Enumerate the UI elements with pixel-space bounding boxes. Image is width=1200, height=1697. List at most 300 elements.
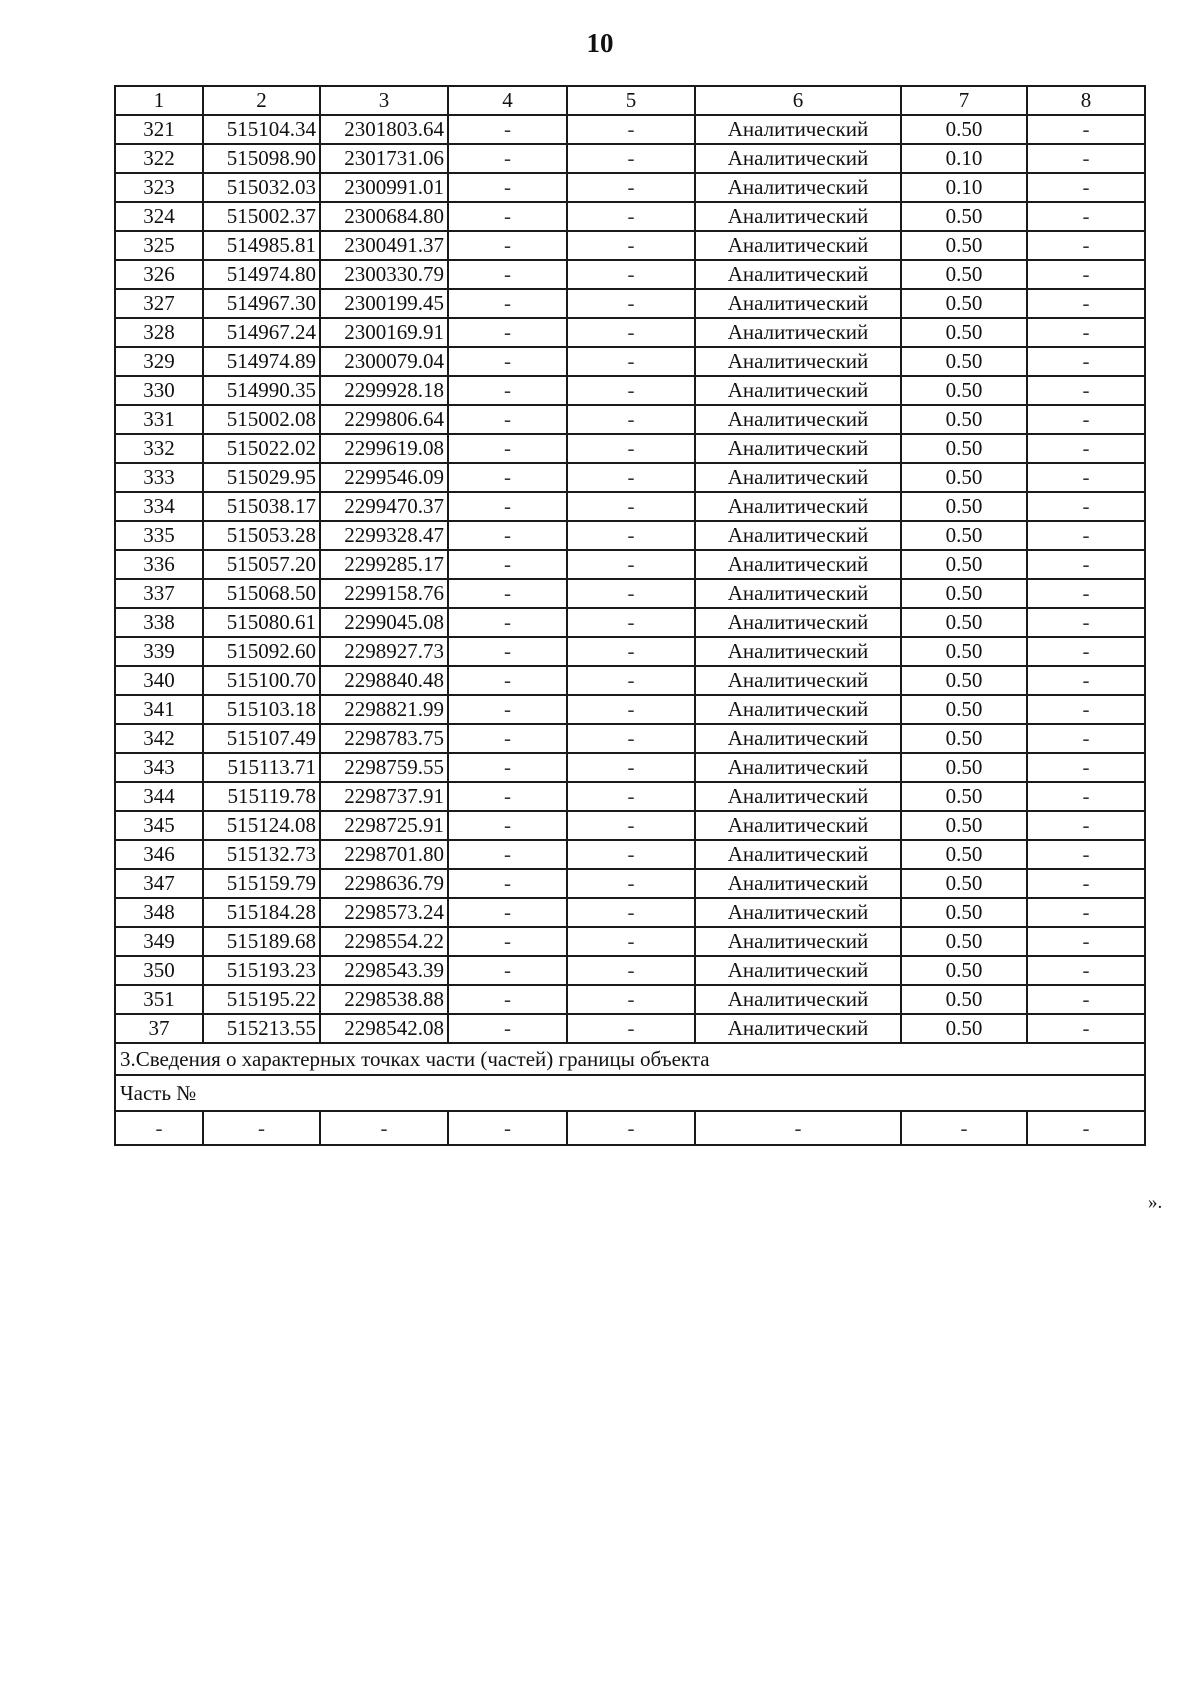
col4-cell: -	[448, 492, 567, 521]
col5-cell: -	[567, 782, 695, 811]
col8-cell: -	[1027, 608, 1145, 637]
column-header-4: 4	[448, 86, 567, 115]
col4-cell: -	[448, 376, 567, 405]
table-row	[115, 289, 1145, 318]
y-coordinate-cell: 2299806.64	[320, 405, 448, 434]
y-coordinate-cell: 2300330.79	[320, 260, 448, 289]
col4-cell: -	[448, 550, 567, 579]
y-coordinate-cell: 2298725.91	[320, 811, 448, 840]
point-number-cell: 338	[115, 608, 203, 637]
empty-cell: -	[115, 1111, 203, 1145]
y-coordinate-cell: 2298840.48	[320, 666, 448, 695]
column-header-5: 5	[567, 86, 695, 115]
col8-cell: -	[1027, 927, 1145, 956]
point-number-cell: 348	[115, 898, 203, 927]
y-coordinate-cell: 2298783.75	[320, 724, 448, 753]
accuracy-cell: 0.50	[901, 579, 1027, 608]
table-row	[115, 666, 1145, 695]
method-cell: Аналитический	[695, 753, 901, 782]
table-row	[115, 869, 1145, 898]
accuracy-cell: 0.50	[901, 376, 1027, 405]
y-coordinate-cell: 2299328.47	[320, 521, 448, 550]
y-coordinate-cell: 2299546.09	[320, 463, 448, 492]
accuracy-cell: 0.50	[901, 260, 1027, 289]
col8-cell: -	[1027, 869, 1145, 898]
table-row	[115, 956, 1145, 985]
x-coordinate-cell: 514974.80	[203, 260, 320, 289]
col4-cell: -	[448, 869, 567, 898]
accuracy-cell: 0.50	[901, 463, 1027, 492]
x-coordinate-cell: 514985.81	[203, 231, 320, 260]
accuracy-cell: 0.50	[901, 434, 1027, 463]
table-header-row	[115, 86, 1145, 115]
accuracy-cell: 0.50	[901, 898, 1027, 927]
table-row	[115, 492, 1145, 521]
point-number-cell: 349	[115, 927, 203, 956]
x-coordinate-cell: 515053.28	[203, 521, 320, 550]
col8-cell: -	[1027, 637, 1145, 666]
col4-cell: -	[448, 202, 567, 231]
accuracy-cell: 0.50	[901, 202, 1027, 231]
accuracy-cell: 0.50	[901, 811, 1027, 840]
point-number-cell: 341	[115, 695, 203, 724]
closing-quote: ».	[1148, 1192, 1163, 1213]
x-coordinate-cell: 514967.24	[203, 318, 320, 347]
col5-cell: -	[567, 608, 695, 637]
y-coordinate-cell: 2298701.80	[320, 840, 448, 869]
accuracy-cell: 0.50	[901, 318, 1027, 347]
col5-cell: -	[567, 521, 695, 550]
method-cell: Аналитический	[695, 202, 901, 231]
col5-cell: -	[567, 144, 695, 173]
point-number-cell: 329	[115, 347, 203, 376]
col8-cell: -	[1027, 753, 1145, 782]
table-row	[115, 144, 1145, 173]
x-coordinate-cell: 515080.61	[203, 608, 320, 637]
accuracy-cell: 0.50	[901, 985, 1027, 1014]
point-number-cell: 334	[115, 492, 203, 521]
col4-cell: -	[448, 956, 567, 985]
y-coordinate-cell: 2300079.04	[320, 347, 448, 376]
x-coordinate-cell: 514990.35	[203, 376, 320, 405]
point-number-cell: 37	[115, 1014, 203, 1043]
method-cell: Аналитический	[695, 115, 901, 144]
x-coordinate-cell: 515189.68	[203, 927, 320, 956]
col4-cell: -	[448, 289, 567, 318]
point-number-cell: 328	[115, 318, 203, 347]
method-cell: Аналитический	[695, 550, 901, 579]
col4-cell: -	[448, 579, 567, 608]
table-row	[115, 811, 1145, 840]
col8-cell: -	[1027, 144, 1145, 173]
method-cell: Аналитический	[695, 637, 901, 666]
col4-cell: -	[448, 898, 567, 927]
column-header-1: 1	[115, 86, 203, 115]
col5-cell: -	[567, 492, 695, 521]
table-row	[115, 463, 1145, 492]
col4-cell: -	[448, 782, 567, 811]
method-cell: Аналитический	[695, 956, 901, 985]
col5-cell: -	[567, 231, 695, 260]
col8-cell: -	[1027, 898, 1145, 927]
method-cell: Аналитический	[695, 985, 901, 1014]
point-number-cell: 322	[115, 144, 203, 173]
col8-cell: -	[1027, 463, 1145, 492]
col5-cell: -	[567, 724, 695, 753]
col8-cell: -	[1027, 492, 1145, 521]
point-number-cell: 342	[115, 724, 203, 753]
col5-cell: -	[567, 579, 695, 608]
col4-cell: -	[448, 318, 567, 347]
y-coordinate-cell: 2301731.06	[320, 144, 448, 173]
x-coordinate-cell: 515184.28	[203, 898, 320, 927]
x-coordinate-cell: 515098.90	[203, 144, 320, 173]
point-number-cell: 321	[115, 115, 203, 144]
empty-cell: -	[320, 1111, 448, 1145]
col5-cell: -	[567, 666, 695, 695]
table-row	[115, 1014, 1145, 1043]
accuracy-cell: 0.50	[901, 550, 1027, 579]
accuracy-cell: 0.50	[901, 347, 1027, 376]
x-coordinate-cell: 515132.73	[203, 840, 320, 869]
x-coordinate-cell: 515038.17	[203, 492, 320, 521]
method-cell: Аналитический	[695, 434, 901, 463]
method-cell: Аналитический	[695, 173, 901, 202]
col8-cell: -	[1027, 985, 1145, 1014]
method-cell: Аналитический	[695, 724, 901, 753]
y-coordinate-cell: 2300991.01	[320, 173, 448, 202]
method-cell: Аналитический	[695, 579, 901, 608]
table-row	[115, 579, 1145, 608]
col5-cell: -	[567, 840, 695, 869]
col4-cell: -	[448, 260, 567, 289]
y-coordinate-cell: 2298636.79	[320, 869, 448, 898]
col8-cell: -	[1027, 840, 1145, 869]
col5-cell: -	[567, 753, 695, 782]
col4-cell: -	[448, 637, 567, 666]
method-cell: Аналитический	[695, 463, 901, 492]
method-cell: Аналитический	[695, 405, 901, 434]
point-number-cell: 336	[115, 550, 203, 579]
col4-cell: -	[448, 434, 567, 463]
accuracy-cell: 0.50	[901, 666, 1027, 695]
point-number-cell: 346	[115, 840, 203, 869]
x-coordinate-cell: 515113.71	[203, 753, 320, 782]
empty-data-row	[115, 1111, 1145, 1145]
point-number-cell: 340	[115, 666, 203, 695]
point-number-cell: 344	[115, 782, 203, 811]
accuracy-cell: 0.50	[901, 231, 1027, 260]
col8-cell: -	[1027, 811, 1145, 840]
col4-cell: -	[448, 1014, 567, 1043]
x-coordinate-cell: 515107.49	[203, 724, 320, 753]
method-cell: Аналитический	[695, 840, 901, 869]
method-cell: Аналитический	[695, 318, 901, 347]
y-coordinate-cell: 2298927.73	[320, 637, 448, 666]
table-row	[115, 347, 1145, 376]
x-coordinate-cell: 515002.37	[203, 202, 320, 231]
y-coordinate-cell: 2298821.99	[320, 695, 448, 724]
col5-cell: -	[567, 695, 695, 724]
accuracy-cell: 0.50	[901, 115, 1027, 144]
col5-cell: -	[567, 318, 695, 347]
col4-cell: -	[448, 985, 567, 1014]
empty-cell: -	[1027, 1111, 1145, 1145]
col8-cell: -	[1027, 1014, 1145, 1043]
col8-cell: -	[1027, 115, 1145, 144]
col4-cell: -	[448, 405, 567, 434]
col5-cell: -	[567, 811, 695, 840]
method-cell: Аналитический	[695, 492, 901, 521]
col8-cell: -	[1027, 666, 1145, 695]
method-cell: Аналитический	[695, 927, 901, 956]
method-cell: Аналитический	[695, 782, 901, 811]
point-number-cell: 350	[115, 956, 203, 985]
y-coordinate-cell: 2299285.17	[320, 550, 448, 579]
accuracy-cell: 0.50	[901, 1014, 1027, 1043]
col4-cell: -	[448, 173, 567, 202]
x-coordinate-cell: 515103.18	[203, 695, 320, 724]
point-number-cell: 323	[115, 173, 203, 202]
x-coordinate-cell: 514967.30	[203, 289, 320, 318]
col8-cell: -	[1027, 579, 1145, 608]
y-coordinate-cell: 2299045.08	[320, 608, 448, 637]
table-row	[115, 782, 1145, 811]
part-label: Часть №	[115, 1075, 1145, 1111]
table-row	[115, 376, 1145, 405]
col4-cell: -	[448, 231, 567, 260]
point-number-cell: 331	[115, 405, 203, 434]
accuracy-cell: 0.50	[901, 637, 1027, 666]
boundary-points-table	[114, 85, 1146, 1146]
accuracy-cell: 0.50	[901, 840, 1027, 869]
table-row	[115, 405, 1145, 434]
y-coordinate-cell: 2300491.37	[320, 231, 448, 260]
table-row	[115, 724, 1145, 753]
x-coordinate-cell: 515068.50	[203, 579, 320, 608]
y-coordinate-cell: 2298538.88	[320, 985, 448, 1014]
col5-cell: -	[567, 927, 695, 956]
x-coordinate-cell: 515022.02	[203, 434, 320, 463]
col4-cell: -	[448, 840, 567, 869]
table-body	[115, 86, 1145, 1145]
column-header-6: 6	[695, 86, 901, 115]
col4-cell: -	[448, 695, 567, 724]
col5-cell: -	[567, 260, 695, 289]
accuracy-cell: 0.50	[901, 521, 1027, 550]
section-title: 3.Сведения о характерных точках части (частей) границы объекта	[115, 1043, 1145, 1075]
empty-cell: -	[448, 1111, 567, 1145]
accuracy-cell: 0.10	[901, 144, 1027, 173]
point-number-cell: 339	[115, 637, 203, 666]
section-title-row	[115, 1043, 1145, 1075]
col8-cell: -	[1027, 521, 1145, 550]
table-row	[115, 753, 1145, 782]
y-coordinate-cell: 2298542.08	[320, 1014, 448, 1043]
empty-cell: -	[901, 1111, 1027, 1145]
point-number-cell: 343	[115, 753, 203, 782]
method-cell: Аналитический	[695, 666, 901, 695]
col8-cell: -	[1027, 231, 1145, 260]
x-coordinate-cell: 515195.22	[203, 985, 320, 1014]
col8-cell: -	[1027, 956, 1145, 985]
col4-cell: -	[448, 927, 567, 956]
col5-cell: -	[567, 1014, 695, 1043]
y-coordinate-cell: 2299470.37	[320, 492, 448, 521]
col8-cell: -	[1027, 173, 1145, 202]
y-coordinate-cell: 2300199.45	[320, 289, 448, 318]
method-cell: Аналитический	[695, 231, 901, 260]
col5-cell: -	[567, 347, 695, 376]
method-cell: Аналитический	[695, 521, 901, 550]
col4-cell: -	[448, 463, 567, 492]
table-row	[115, 608, 1145, 637]
y-coordinate-cell: 2299158.76	[320, 579, 448, 608]
point-number-cell: 325	[115, 231, 203, 260]
y-coordinate-cell: 2298573.24	[320, 898, 448, 927]
col8-cell: -	[1027, 289, 1145, 318]
empty-cell: -	[203, 1111, 320, 1145]
col5-cell: -	[567, 173, 695, 202]
column-header-8: 8	[1027, 86, 1145, 115]
col5-cell: -	[567, 898, 695, 927]
method-cell: Аналитический	[695, 376, 901, 405]
x-coordinate-cell: 515029.95	[203, 463, 320, 492]
accuracy-cell: 0.50	[901, 869, 1027, 898]
method-cell: Аналитический	[695, 289, 901, 318]
page-number: 10	[586, 28, 614, 58]
col5-cell: -	[567, 115, 695, 144]
method-cell: Аналитический	[695, 144, 901, 173]
col5-cell: -	[567, 463, 695, 492]
col8-cell: -	[1027, 695, 1145, 724]
col4-cell: -	[448, 811, 567, 840]
table-row	[115, 260, 1145, 289]
point-number-cell: 347	[115, 869, 203, 898]
table-row	[115, 173, 1145, 202]
col5-cell: -	[567, 434, 695, 463]
x-coordinate-cell: 515057.20	[203, 550, 320, 579]
y-coordinate-cell: 2299619.08	[320, 434, 448, 463]
col5-cell: -	[567, 405, 695, 434]
method-cell: Аналитический	[695, 1014, 901, 1043]
x-coordinate-cell: 515193.23	[203, 956, 320, 985]
col4-cell: -	[448, 753, 567, 782]
col8-cell: -	[1027, 318, 1145, 347]
table-row	[115, 927, 1145, 956]
point-number-cell: 330	[115, 376, 203, 405]
point-number-cell: 332	[115, 434, 203, 463]
x-coordinate-cell: 515032.03	[203, 173, 320, 202]
col4-cell: -	[448, 115, 567, 144]
col5-cell: -	[567, 550, 695, 579]
table-row	[115, 434, 1145, 463]
x-coordinate-cell: 514974.89	[203, 347, 320, 376]
empty-cell: -	[695, 1111, 901, 1145]
col5-cell: -	[567, 985, 695, 1014]
table-row	[115, 985, 1145, 1014]
col8-cell: -	[1027, 202, 1145, 231]
col8-cell: -	[1027, 550, 1145, 579]
col8-cell: -	[1027, 260, 1145, 289]
accuracy-cell: 0.50	[901, 753, 1027, 782]
accuracy-cell: 0.50	[901, 405, 1027, 434]
col5-cell: -	[567, 376, 695, 405]
table-row	[115, 318, 1145, 347]
y-coordinate-cell: 2301803.64	[320, 115, 448, 144]
method-cell: Аналитический	[695, 869, 901, 898]
x-coordinate-cell: 515159.79	[203, 869, 320, 898]
col5-cell: -	[567, 956, 695, 985]
point-number-cell: 335	[115, 521, 203, 550]
method-cell: Аналитический	[695, 260, 901, 289]
column-header-7: 7	[901, 86, 1027, 115]
point-number-cell: 345	[115, 811, 203, 840]
x-coordinate-cell: 515124.08	[203, 811, 320, 840]
col4-cell: -	[448, 608, 567, 637]
col8-cell: -	[1027, 724, 1145, 753]
col8-cell: -	[1027, 782, 1145, 811]
x-coordinate-cell: 515104.34	[203, 115, 320, 144]
y-coordinate-cell: 2300169.91	[320, 318, 448, 347]
table-row	[115, 115, 1145, 144]
y-coordinate-cell: 2298759.55	[320, 753, 448, 782]
table-row	[115, 695, 1145, 724]
col8-cell: -	[1027, 347, 1145, 376]
accuracy-cell: 0.50	[901, 695, 1027, 724]
x-coordinate-cell: 515213.55	[203, 1014, 320, 1043]
point-number-cell: 327	[115, 289, 203, 318]
accuracy-cell: 0.50	[901, 289, 1027, 318]
col5-cell: -	[567, 202, 695, 231]
point-number-cell: 324	[115, 202, 203, 231]
table-row	[115, 840, 1145, 869]
col4-cell: -	[448, 724, 567, 753]
col5-cell: -	[567, 637, 695, 666]
col8-cell: -	[1027, 434, 1145, 463]
x-coordinate-cell: 515100.70	[203, 666, 320, 695]
y-coordinate-cell: 2298737.91	[320, 782, 448, 811]
col4-cell: -	[448, 666, 567, 695]
x-coordinate-cell: 515119.78	[203, 782, 320, 811]
point-number-cell: 337	[115, 579, 203, 608]
method-cell: Аналитический	[695, 898, 901, 927]
col5-cell: -	[567, 289, 695, 318]
col4-cell: -	[448, 144, 567, 173]
table-row	[115, 898, 1145, 927]
y-coordinate-cell: 2299928.18	[320, 376, 448, 405]
x-coordinate-cell: 515092.60	[203, 637, 320, 666]
col5-cell: -	[567, 869, 695, 898]
table-row	[115, 521, 1145, 550]
point-number-cell: 333	[115, 463, 203, 492]
table-row	[115, 637, 1145, 666]
accuracy-cell: 0.50	[901, 724, 1027, 753]
table-row	[115, 202, 1145, 231]
accuracy-cell: 0.10	[901, 173, 1027, 202]
y-coordinate-cell: 2298543.39	[320, 956, 448, 985]
method-cell: Аналитический	[695, 811, 901, 840]
col4-cell: -	[448, 347, 567, 376]
column-header-3: 3	[320, 86, 448, 115]
empty-cell: -	[567, 1111, 695, 1145]
x-coordinate-cell: 515002.08	[203, 405, 320, 434]
y-coordinate-cell: 2298554.22	[320, 927, 448, 956]
col8-cell: -	[1027, 376, 1145, 405]
table-row	[115, 550, 1145, 579]
accuracy-cell: 0.50	[901, 782, 1027, 811]
accuracy-cell: 0.50	[901, 956, 1027, 985]
